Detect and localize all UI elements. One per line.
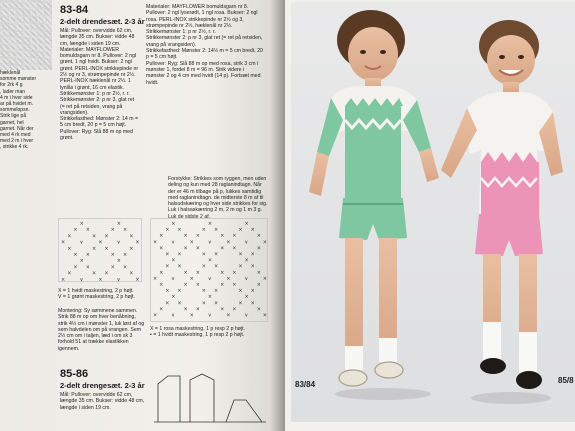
knit-stitch-mark: ×: [220, 269, 225, 276]
knit-stitch-mark: ×: [232, 269, 237, 276]
knit-stitch-mark: ∨: [207, 239, 212, 246]
knit-stitch-mark: ×: [67, 245, 72, 252]
knit-stitch-mark: ×: [67, 270, 72, 277]
knit-stitch-mark: ×: [110, 264, 115, 271]
knit-stitch-mark: ×: [61, 239, 66, 246]
knit-stitch-mark: ×: [189, 275, 194, 282]
knit-stitch-mark: ×: [220, 245, 225, 252]
knit-stitch-mark: ×: [92, 270, 97, 277]
knit-stitch-mark: ×: [214, 227, 219, 234]
knit-stitch-mark: ×: [250, 227, 255, 234]
knit-stitch-mark: ×: [67, 233, 72, 240]
knit-stitch-mark: ×: [171, 221, 176, 227]
knit-stitch-mark: ×: [189, 239, 194, 246]
knit-stitch-mark: ×: [116, 258, 122, 265]
knit-stitch-mark: ∨: [207, 312, 212, 319]
knit-stitch-mark: ×: [262, 312, 268, 319]
section2-title: 85-86: [60, 368, 89, 380]
knit-stitch-mark: ×: [220, 306, 225, 313]
knit-stitch-mark: ×: [195, 282, 200, 288]
knit-stitch-mark: ∨: [79, 276, 84, 283]
knit-stitch-mark: ×: [104, 270, 109, 277]
knit-stitch-mark: ×: [171, 257, 176, 264]
knit-stitch-mark: ×: [238, 288, 243, 295]
knit-stitch-mark: ×: [220, 233, 225, 240]
section2-text: Mål: Pullover: overvidde 62 cm, længde 35 cm. Bukser: vidde 48 cm, længde i siden 19 cm.: [60, 392, 145, 411]
knit-stitch-mark: ×: [250, 251, 255, 258]
left-edge-text: hæklenål somme mønster for 2rk 4 g , lader man 4 m i hver side ar på hvidet m. sommelopsn. Strik lige på garnet, hel garnet. Når der med 4 rk med med 2 m i hver , strikke 4 rk.: [0, 70, 37, 151]
montering-text: Montering: Sy sømmene sammen. Strik 88 m op om hver benåbning, strik 4½ cm i mønster 1, luk løst af og sem halvdelen om på vrangen. Sem 2½ cm om i taljen, læd i om sk 3 forhold 51 at trække elastikken igennem.: [58, 308, 145, 352]
knit-stitch-mark: ×: [104, 245, 109, 252]
right-page: [285, 0, 575, 431]
knit-stitch-mark: ∨: [171, 275, 175, 282]
children-photo: [291, 2, 575, 422]
knit-stitch-mark: ×: [195, 233, 200, 240]
knit-stitch-mark: ×: [153, 239, 158, 246]
knit-stitch-mark: ×: [92, 233, 97, 240]
instructions-column-a: Mål: Pullover: overvidde 62 cm, længde 35 cm. Bukser: vidde 48 cm, længde i siden 19 cm. Materialer: MAYFLOWER bomuldsgarn nr 8. Pullover: 2 ngl grønt, 1 ngl hvidt. Bukser: 2 ngl grønt. PERL-INOX strikkepinde nr 2½ og nr 3, strømpepinde nr 2½. PERL-INOX hæklenål nr 2½. 1 lynlås i grønt, 16 cm elastik. Strikkemønster 1: p nr 2½, r. r. Strikkemønster 2: p nr 3, glat ret (= ret på retsiden, vrang på vrangsiden). Strikkefasthed: Mønster 2: 14 m = 5 cm bredt, 20 p = 5 cm højt. Pullover: Ryg: Slå 88 m op med grønt.: [60, 28, 139, 142]
knit-stitch-mark: ×: [153, 312, 158, 319]
section2-subtitle: 2-delt drengesæt. 2-3 år: [60, 381, 145, 390]
knit-stitch-mark: ×: [195, 245, 200, 252]
knit-stitch-mark: ×: [85, 227, 91, 234]
knit-stitch-mark: ×: [226, 275, 231, 282]
knit-stitch-mark: ×: [262, 275, 268, 282]
knit-stitch-mark: ∨: [116, 276, 121, 283]
knit-stitch-mark: ∨: [171, 312, 175, 319]
knit-stitch-mark: ×: [207, 221, 213, 227]
knit-stitch-mark: ×: [201, 263, 207, 270]
knit-stitch-mark: ×: [195, 306, 200, 313]
knit-stitch-mark: ×: [207, 294, 213, 301]
knit-stitch-mark: ×: [177, 227, 182, 234]
knit-stitch-mark: ×: [123, 252, 128, 258]
section1-title: 83-84: [60, 4, 89, 16]
knit-stitch-mark: ×: [214, 300, 219, 307]
child-pink-outfit: [441, 20, 563, 389]
knit-stitch-mark: ×: [129, 233, 134, 240]
knit-stitch-mark: ×: [232, 233, 237, 240]
knit-stitch-mark: ×: [250, 288, 255, 295]
knit-stitch-mark: ×: [207, 257, 213, 264]
page-number-left: 83/84: [295, 380, 316, 389]
chart-b-legend: X = 1 rosa maskestring, 1 p resp 2 p højt. • = 1 hvidt maskestring, 1 p resp 2 p højt.: [150, 326, 246, 339]
knit-stitch-mark: ×: [244, 221, 249, 227]
knit-stitch-mark: ×: [256, 245, 261, 252]
knit-stitch-mark: ×: [256, 269, 261, 276]
knit-stitch-mark: ×: [79, 221, 84, 227]
knit-stitch-mark: ×: [98, 239, 103, 246]
knit-stitch-mark: ×: [201, 288, 207, 295]
knit-stitch-mark: ×: [159, 269, 164, 276]
knit-stitch-mark: ×: [92, 245, 97, 252]
knit-stitch-mark: ×: [165, 263, 170, 270]
knit-stitch-mark: ×: [73, 252, 78, 258]
knit-stitch-mark: ×: [171, 294, 176, 301]
section1-subtitle: 2-delt drendesæt. 2-3 år: [60, 17, 145, 26]
knit-stitch-mark: ×: [189, 312, 194, 319]
knit-stitch-mark: ×: [232, 306, 237, 313]
knit-stitch-mark: ×: [159, 245, 164, 252]
knit-stitch-mark: ×: [135, 239, 140, 246]
knit-stitch-mark: ×: [165, 300, 170, 307]
knit-stitch-mark: ∨: [79, 239, 84, 246]
garment-schematic: [150, 370, 270, 426]
knit-stitch-mark: ×: [238, 300, 243, 307]
knit-stitch-mark: ×: [244, 294, 249, 301]
knit-stitch-mark: ×: [159, 306, 164, 313]
instructions-column-b: Materialer: MAYFLOWER bomuldsgarn nr 8. Pullover: 2 ngl lyserødt, 1 ngl rosa. Bukser: 2 ngl rosa. PERL-INOX strikkepinde nr 2½ og 3, strømpepinde nr 2½, hæklenål nr 2½. Strikkemønster 1: p nr 2½, r. r. Strikkemønster 2: p nr 3, glat ret (= ret på retsiden, vrang på vrangsiden). Strikkefasthed: Mønster 2: 14½ m = 5 cm bredt, 20 p = 5 cm højt. Pullover: Ryg: Slå 88 m op med rosa, strik 3 cm i mønster 1, fordel 8 m = 96 m. Strik videre i mønster 2 og 4 cm med hvidt (14 p). Fortsæt med hvidt.: [146, 4, 263, 86]
knit-stitch-mark: ×: [262, 239, 268, 246]
knit-stitch-mark: ∨: [244, 239, 249, 246]
knit-stitch-mark: ∨: [207, 275, 212, 282]
knit-stitch-mark: ×: [73, 227, 78, 234]
child-green-outfit: [309, 10, 439, 386]
knit-stitch-mark: ×: [85, 264, 91, 271]
knit-stitch-mark: ×: [177, 263, 182, 270]
knit-stitch-mark: ×: [214, 263, 219, 270]
knit-stitch-mark: ×: [98, 276, 103, 283]
knit-swatch-photo: [0, 0, 52, 70]
instructions-column-c: Forstykke: Strikkes som ryggen, men uden deling og kun med 28 raglanindtagn. Når der er 46 m tilbage på p, lukkes samtidig med raglanindtagn. de midterste 8 m af til halsudskæring og hver side strikkes for sig. Luk i halsaskærring 2 m, 2 m og 1 m 3 g. Luk de sidste 2 af.: [168, 176, 268, 220]
knit-stitch-mark: ×: [214, 288, 219, 295]
knit-stitch-mark: ×: [159, 233, 164, 240]
knit-stitch-mark: ×: [226, 239, 231, 246]
knit-stitch-mark: ×: [61, 276, 66, 283]
knit-stitch-mark: ×: [238, 227, 243, 234]
knit-stitch-mark: ×: [123, 227, 128, 234]
knit-stitch-mark: ×: [159, 282, 164, 288]
knit-stitch-mark: ×: [201, 300, 207, 307]
knit-stitch-mark: ×: [232, 282, 237, 288]
knit-stitch-mark: ×: [104, 233, 109, 240]
knit-stitch-mark: ×: [183, 233, 188, 240]
knit-stitch-mark: ×: [177, 251, 182, 258]
knit-stitch-mark: ×: [250, 300, 255, 307]
knit-stitch-mark: ×: [250, 263, 255, 270]
knit-stitch-mark: ×: [201, 251, 207, 258]
knit-stitch-mark: ×: [123, 264, 128, 271]
knit-stitch-mark: ∨: [244, 275, 249, 282]
knit-stitch-mark: ×: [256, 233, 261, 240]
knit-stitch-mark: ×: [238, 251, 243, 258]
chart-a-legend: X = 1 hvidt maskestring, 2 p højt. V = 1 grønt maskestring, 2 p højt.: [58, 288, 135, 301]
knit-stitch-mark: ×: [153, 275, 158, 282]
knit-stitch-mark: ∨: [244, 312, 249, 319]
knit-stitch-mark: ∨: [171, 239, 175, 246]
knit-stitch-mark: ×: [183, 282, 188, 288]
knit-stitch-mark: ×: [183, 306, 188, 313]
knit-stitch-mark: ×: [256, 282, 261, 288]
children-illustration: [291, 2, 575, 422]
knit-stitch-mark: ×: [226, 312, 231, 319]
knit-chart-b: [150, 218, 268, 322]
knit-stitch-mark: ×: [85, 252, 91, 258]
knit-stitch-mark: ×: [214, 251, 219, 258]
knit-stitch-mark: ×: [195, 269, 200, 276]
knit-stitch-mark: ×: [129, 245, 134, 252]
knit-stitch-mark: ×: [129, 270, 134, 277]
knit-stitch-mark: ×: [183, 269, 188, 276]
knit-stitch-mark: ×: [165, 251, 170, 258]
knit-stitch-mark: ×: [183, 245, 188, 252]
knit-stitch-mark: ×: [232, 245, 237, 252]
knit-stitch-mark: ×: [135, 276, 140, 283]
knit-stitch-mark: ×: [256, 306, 261, 313]
knit-stitch-mark: ×: [79, 258, 84, 265]
knit-stitch-mark: ×: [177, 300, 182, 307]
knit-stitch-mark: ×: [165, 288, 170, 295]
knit-stitch-mark: ×: [220, 282, 225, 288]
knit-stitch-mark: ×: [165, 227, 170, 234]
knit-stitch-mark: ×: [238, 263, 243, 270]
knit-stitch-mark: ×: [177, 288, 182, 295]
knit-stitch-mark: ×: [116, 221, 122, 227]
page-number-right: 85/8: [558, 376, 574, 385]
knit-chart-a: [58, 218, 142, 282]
knit-stitch-mark: ×: [244, 257, 249, 264]
knit-stitch-mark: ×: [201, 227, 207, 234]
knit-stitch-mark: ×: [110, 252, 115, 258]
knit-stitch-mark: ∨: [116, 239, 121, 246]
knit-stitch-mark: ×: [110, 227, 115, 234]
knit-stitch-mark: ×: [73, 264, 78, 271]
